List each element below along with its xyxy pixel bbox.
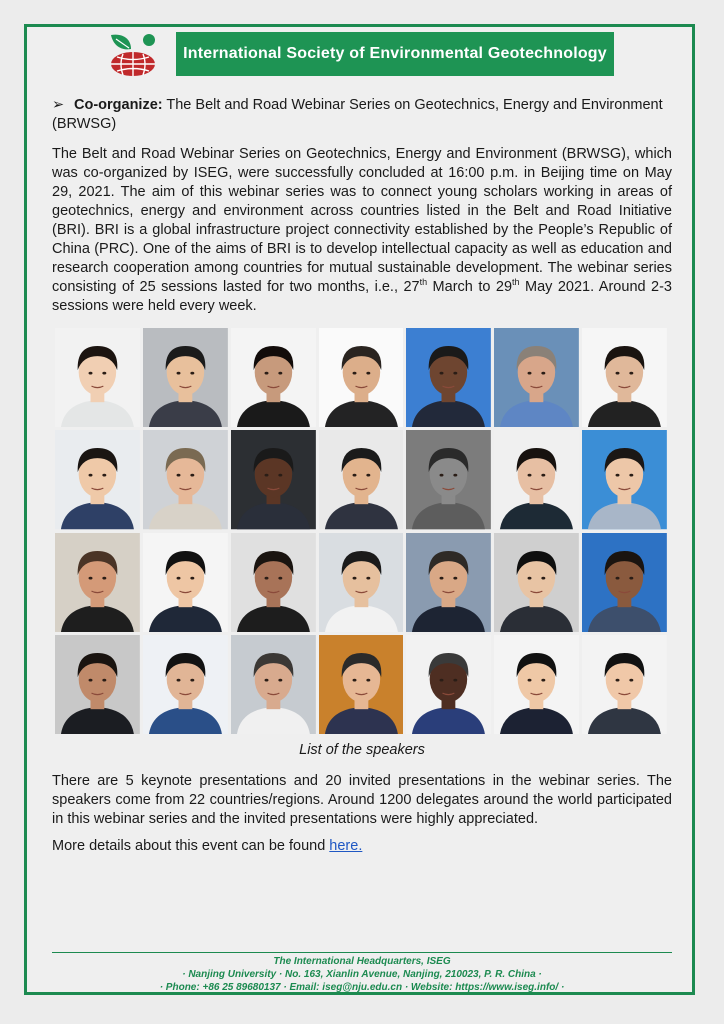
bullet-arrow-icon: ➢	[52, 97, 65, 113]
footer-divider	[52, 952, 672, 953]
header-banner: International Society of Environmental Geotechnology	[176, 32, 614, 76]
speaker-photo	[406, 635, 491, 734]
speaker-photo	[582, 635, 667, 734]
speaker-photo	[143, 328, 228, 427]
speaker-photo	[582, 430, 667, 529]
photo-caption: List of the speakers	[299, 742, 425, 758]
speaker-photo	[231, 533, 316, 632]
speaker-photo	[231, 430, 316, 529]
intro-text-1: The Belt and Road Webinar Series on Geotechnics, Energy and Environment (BRWSG), which was co-organized by ISEG, were successfully concluded at 16:00 p.m. in Beijing time on May 29, 2021. The aim of this webinar series was to connect young scholars working in areas of geotechnics, energy and environment across countries listed in the Belt and Road Initiative (BRI). BRI is a global infrastructure project connectivity established by the People’s Republic of China (PRC). One of the aims of BRI is to develop intellectual capacity as well as education and research cooperation among countries for mutual sustainable development. The webinar series consisting of 25 sessions lasted for two months, i.e., 27	[52, 146, 672, 295]
speaker-photo	[55, 328, 140, 427]
speaker-photo	[494, 430, 579, 529]
intro-text-2: March to 29	[427, 279, 513, 295]
speaker-photo	[406, 328, 491, 427]
speaker-photo	[582, 533, 667, 632]
speaker-photo	[494, 635, 579, 734]
intro-sup-1: th	[419, 277, 428, 288]
footer-title: The International Headquarters, ISEG	[273, 956, 451, 967]
speaker-photo	[143, 533, 228, 632]
speaker-photo	[319, 430, 404, 529]
footer	[52, 955, 672, 994]
speaker-photo	[319, 328, 404, 427]
here-link[interactable]: here.	[329, 838, 363, 854]
speaker-photo	[55, 533, 140, 632]
intro-sup-2: th	[512, 277, 520, 288]
speaker-photo-grid	[55, 328, 667, 734]
speaker-photo	[143, 635, 228, 734]
speaker-photo	[55, 635, 140, 734]
speaker-photo	[143, 430, 228, 529]
iseg-logo	[107, 31, 159, 77]
more-details-text: More details about this event can be found	[52, 838, 330, 854]
co-organize-text: The Belt and Road Webinar Series on Geotechnics, Energy and Environment (BRWSG)	[52, 97, 663, 132]
speaker-photo	[494, 533, 579, 632]
speaker-photo	[55, 430, 140, 529]
footer-address: · Nanjing University · No. 163, Xianlin Avenue, Nanjing, 210023, P. R. China ·	[182, 969, 542, 980]
co-organize-label: Co-organize:	[74, 97, 163, 113]
speaker-photo	[231, 328, 316, 427]
speaker-photo	[494, 328, 579, 427]
speaker-photo	[319, 635, 404, 734]
speaker-photo	[406, 430, 491, 529]
speaker-photo	[582, 328, 667, 427]
more-details-line	[52, 838, 362, 854]
summary-paragraph: There are 5 keynote presentations and 20 invited presentations in the webinar series. The speakers come from 22 countries/regions. Around 1200 delegates around the world participated in this webinar series and the invited presentations were highly appreciated.	[52, 773, 672, 827]
speaker-photo	[406, 533, 491, 632]
co-organize-line	[52, 96, 672, 134]
speaker-photo	[319, 533, 404, 632]
intro-text-3: May 2021. Around 2-3 sessions were held every week.	[52, 279, 672, 314]
footer-contact: · Phone: +86 25 89680137 · Email: iseg@nju.edu.cn · Website: https://www.iseg.info/ ·	[159, 982, 565, 993]
intro-paragraph	[52, 145, 672, 316]
speaker-photo	[231, 635, 316, 734]
